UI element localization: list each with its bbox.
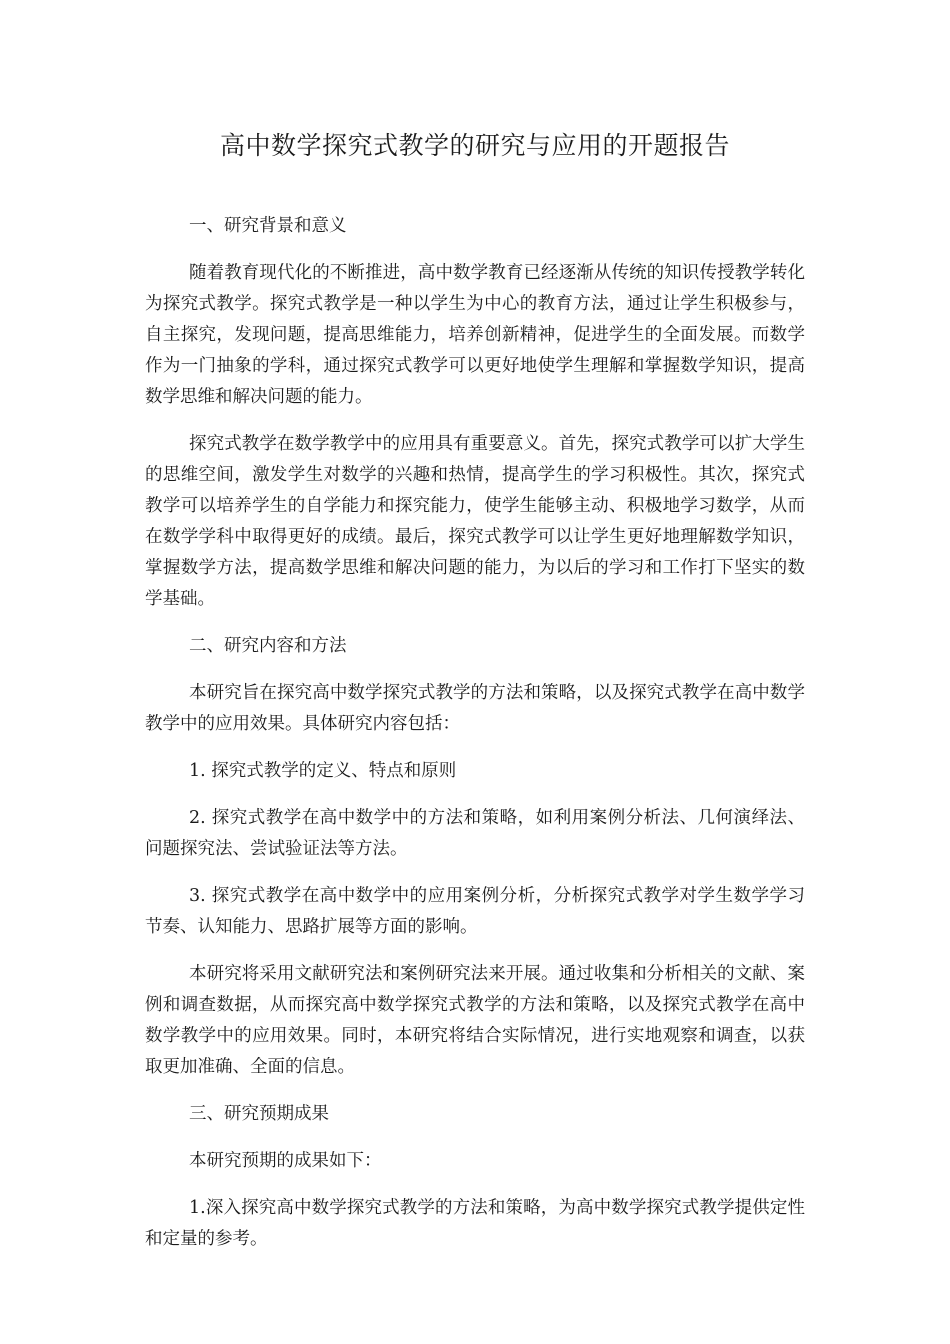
document-body [145,211,805,1255]
list-item-content-1: 1. 探究式教学的定义、特点和原则 [189,761,457,781]
paragraph-background-2: 探究式教学在数学教学中的应用具有重要意义。首先，探究式教学可以扩大学生的思维空间，激发学生对数学的兴趣和热情，提高学生的学习积极性。其次，探究式教学可以培养学生的自学能力和探究能力，使学生能够主动、积极地学习数学，从而在数学学科中取得更好的成绩。最后，探究式教学可以让学生更好地理解数学知识，掌握数学方法，提高数学思维和解决问题的能力，为以后的学习和工作打下坚实的数学基础。 [145,434,805,609]
section-heading-expected-results: 三、研究预期成果 [189,1104,329,1124]
paragraph-results-intro: 本研究预期的成果如下： [189,1151,382,1171]
list-item-results-1: 1.深入探究高中数学探究式教学的方法和策略，为高中数学探究式教学提供定性和定量的参考。 [145,1198,805,1249]
section-heading-background: 一、研究背景和意义 [189,216,347,236]
paragraph-method: 本研究将采用文献研究法和案例研究法来开展。通过收集和分析相关的文献、案例和调查数据，从而探究高中数学探究式教学的方法和策略，以及探究式教学在高中数学教学中的应用效果。同时，本研究将结合实际情况，进行实地观察和调查，以获取更加准确、全面的信息。 [145,964,805,1077]
list-item-content-2: 2. 探究式教学在高中数学中的方法和策略，如利用案例分析法、几何演绎法、问题探究法、尝试验证法等方法。 [145,808,805,859]
paragraph-background-1: 随着教育现代化的不断推进，高中数学教育已经逐渐从传统的知识传授教学转化为探究式教学。探究式教学是一种以学生为中心的教育方法，通过让学生积极参与，自主探究，发现问题，提高思维能力，培养创新精神，促进学生的全面发展。而数学作为一门抽象的学科，通过探究式教学可以更好地使学生理解和掌握数学知识，提高数学思维和解决问题的能力。 [145,263,805,407]
section-heading-content-method: 二、研究内容和方法 [189,636,347,656]
document-title: 高中数学探究式教学的研究与应用的开题报告 [219,131,730,160]
paragraph-content-intro: 本研究旨在探究高中数学探究式教学的方法和策略，以及探究式教学在高中数学教学中的应用效果。具体研究内容包括： [145,683,805,734]
list-item-content-3: 3. 探究式教学在高中数学中的应用案例分析，分析探究式教学对学生数学学习节奏、认知能力、思路扩展等方面的影响。 [145,886,805,937]
